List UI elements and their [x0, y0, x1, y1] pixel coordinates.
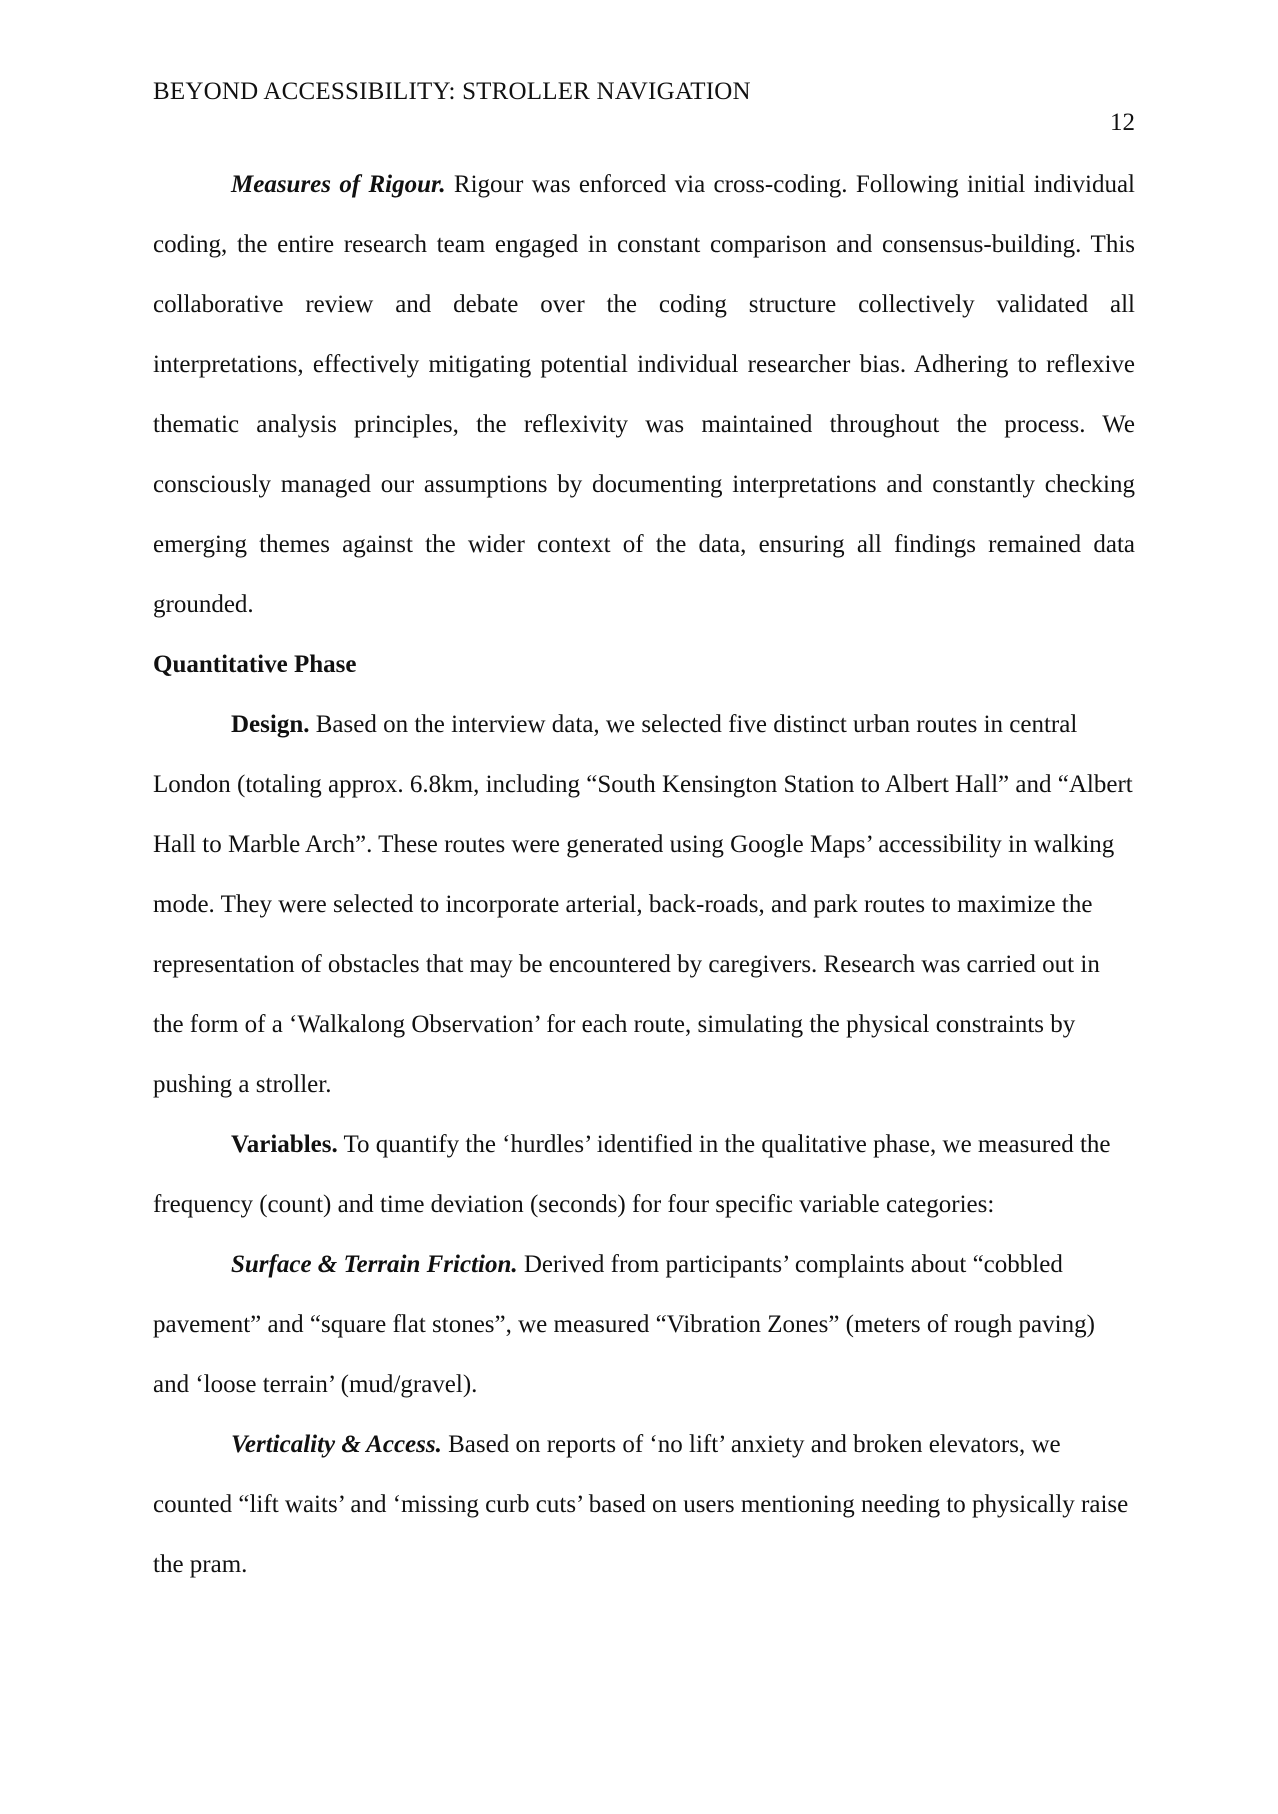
paragraph-text: Derived from participants’ complaints about “cobbled pavement” and “square flat stones”, we measured “Vibration Zones” (meters of rough paving) and ‘loose terrain’ (mud/gravel).	[153, 1251, 1095, 1398]
paragraph-variables	[153, 1115, 1135, 1235]
body-text	[153, 155, 1135, 1595]
heading-design: Design.	[231, 711, 310, 738]
heading-variables: Variables.	[231, 1131, 338, 1158]
paragraph-text: Rigour was enforced via cross-coding. Following initial individual coding, the entire research team engaged in constant comparison and consensus-building. This collaborative review and debate over the coding structure collectively validated all interpretations, effectively mitigating potential individual researcher bias. Adhering to reflexive thematic analysis principles, the reflexivity was maintained throughout the process. We consciously managed our assumptions by documenting interpretations and constantly checking emerging themes against the wider context of the data, ensuring all findings remained data grounded.	[153, 171, 1135, 618]
heading-verticality-access: Verticality & Access.	[231, 1431, 442, 1458]
heading-measures-of-rigour: Measures of Rigour.	[231, 171, 446, 198]
paragraph-measures-of-rigour	[153, 155, 1135, 635]
section-heading-quantitative-phase: Quantitative Phase	[153, 651, 357, 678]
running-head: BEYOND ACCESSIBILITY: STROLLER NAVIGATION	[153, 78, 751, 105]
paragraph-text: To quantify the ‘hurdles’ identified in the qualitative phase, we measured the frequency (count) and time deviation (seconds) for four specific variable categories:	[153, 1131, 1111, 1218]
paragraph-text: Based on reports of ‘no lift’ anxiety and broken elevators, we counted “lift waits’ and ‘missing curb cuts’ based on users mentioning needing to physically raise the pram.	[153, 1431, 1129, 1578]
paragraph-text: Based on the interview data, we selected five distinct urban routes in central London (totaling approx. 6.8km, including “South Kensington Station to Albert Hall” and “Albert Hall to Marble Arch”. These routes were generated using Google Maps’ accessibility in walking mode. They were selected to incorporate arterial, back-roads, and park routes to maximize the representation of obstacles that may be encountered by caregivers. Research was carried out in the form of a ‘Walkalong Observation’ for each route, simulating the physical constraints by pushing a stroller.	[153, 711, 1133, 1098]
page-number: 12	[1110, 109, 1135, 136]
paragraph-surface-terrain-friction	[153, 1235, 1135, 1415]
heading-surface-terrain-friction: Surface & Terrain Friction.	[231, 1251, 518, 1278]
paragraph-verticality-access	[153, 1415, 1135, 1595]
paragraph-design	[153, 695, 1135, 1115]
